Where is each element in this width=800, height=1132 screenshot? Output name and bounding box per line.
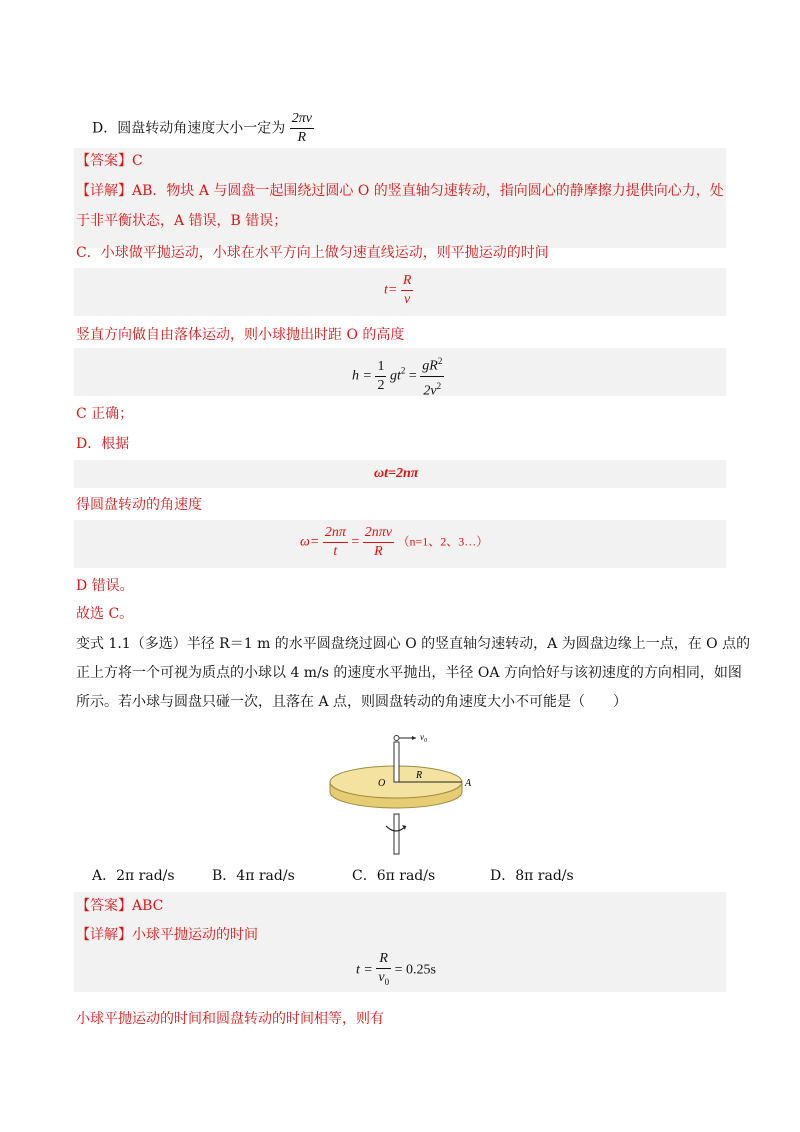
answer-label: 【答案】: [76, 153, 132, 169]
eq-fraction-1: [323, 524, 348, 561]
detail-1-line9: 故选 C。: [76, 606, 134, 622]
option-c[interactable]: C．6π rad/s: [352, 868, 436, 884]
frac-numerator: 1: [375, 358, 386, 377]
detail-2-line1: [76, 925, 258, 945]
eq-lhs: h =: [352, 368, 372, 384]
eq-note: （n=1、2、3…）: [397, 534, 489, 549]
frac-denominator: R: [297, 130, 307, 145]
eq-fraction-2: [363, 524, 394, 561]
eq-equals: =: [408, 368, 417, 384]
detail-1-line4: 竖直方向做自由落体运动，则小球抛出时距 O 的高度: [76, 327, 405, 343]
equation-omega-t: ωt=2nπ: [374, 466, 419, 481]
eq-exponent: 2: [400, 365, 406, 376]
option-a[interactable]: A．2π rad/s: [92, 868, 175, 884]
frac-denominator: R: [374, 544, 383, 559]
option-d: [92, 110, 314, 147]
frac-denominator: t: [333, 544, 338, 559]
option-d-choice[interactable]: D．8π rad/s: [490, 868, 574, 884]
frac-denominator: v: [404, 292, 411, 307]
axis-rod-top: [394, 742, 399, 782]
ball: [394, 736, 399, 741]
detail-label: 【详解】: [76, 927, 132, 943]
option-b[interactable]: B．4π rad/s: [212, 868, 295, 884]
detail-label: 【详解】: [76, 183, 132, 199]
eq-lhs: ω=: [300, 534, 320, 550]
detail-1-line3: C．小球做平抛运动，小球在水平方向上做匀速直线运动，则平抛运动的时间: [76, 245, 549, 261]
eq-fraction-half: [375, 358, 386, 395]
detail-1-line2: 于非平衡状态，A 错误，B 错误；: [76, 213, 288, 229]
frac-denominator: 2: [377, 377, 385, 393]
eq-lhs: t=: [384, 282, 398, 298]
equation-omega: [300, 524, 488, 561]
detail-text: 小球平抛运动的时间: [132, 927, 258, 943]
eq-fraction: [376, 950, 391, 991]
answer-1: [76, 151, 143, 171]
detail-1-line6: D．根据: [76, 436, 130, 452]
disk-figure: [320, 726, 500, 860]
eq-subscript: 0: [384, 976, 390, 987]
label-O: O: [378, 778, 386, 789]
frac-numerator: R: [376, 950, 391, 969]
eq-exponent: 2: [437, 356, 443, 366]
eq-rhs: = 0.25s: [394, 962, 436, 978]
equation-time: [384, 272, 413, 309]
velocity-arrow-head: [412, 736, 416, 740]
eq-exponent: 2: [436, 380, 442, 391]
detail-1-line8: D 错误。: [76, 578, 134, 594]
frac-denominator: 2v: [423, 383, 437, 399]
label-A: A: [465, 778, 472, 789]
detail-1-line7: 得圆盘转动的角速度: [76, 497, 202, 513]
answer-2: [76, 896, 163, 916]
detail-1-line5: C 正确；: [76, 406, 134, 422]
eq-lhs: t =: [356, 962, 373, 978]
option-d-text: D．圆盘转动角速度大小一定为: [92, 120, 286, 137]
question-line3: 所示。若小球与圆盘只碰一次，且落在 A 点，则圆盘转动的角速度大小不可能是（ ）: [76, 694, 628, 710]
frac-numerator: R: [401, 272, 414, 291]
detail-2-line2: 小球平抛运动的时间和圆盘转动的时间相等，则有: [76, 1011, 384, 1027]
eq-mid: gt: [389, 368, 401, 384]
question-line2: 正上方将一个可视为质点的小球以 4 m/s 的速度水平抛出，半径 OA 方向恰好与该初速度的方向相同，如图: [76, 665, 742, 681]
option-d-fraction: [290, 110, 314, 147]
equation-height: [352, 352, 444, 400]
eq-fraction-result: [420, 352, 444, 400]
answer-value: C: [132, 153, 143, 169]
equation-time-2: [356, 950, 436, 991]
question-line1: 变式 1.1（多选）半径 R＝1 m 的水平圆盘绕过圆心 O 的竖直轴匀速转动，A 为圆盘边缘上一点，在 O 点的: [76, 636, 751, 652]
label-R: R: [416, 770, 423, 781]
answer-value: ABC: [132, 898, 164, 914]
eq-equals: =: [351, 534, 360, 550]
label-v0: $v_0$: [420, 732, 427, 744]
frac-denominator: v: [378, 970, 385, 985]
answer-label: 【答案】: [76, 898, 132, 914]
axis-rod-bottom: [394, 814, 399, 854]
detail-text: AB．物块 A 与圆盘一起围绕过圆心 O 的竖直轴匀速转动，指向圆心的静摩擦力提供向心力，处: [132, 183, 724, 199]
detail-1-line1: [76, 181, 724, 201]
frac-numerator: gR: [422, 358, 438, 374]
eq-fraction: [401, 272, 414, 309]
frac-numerator: 2nπ: [323, 524, 348, 543]
frac-numerator: 2nπv: [363, 524, 394, 543]
frac-numerator: 2πv: [290, 110, 314, 129]
